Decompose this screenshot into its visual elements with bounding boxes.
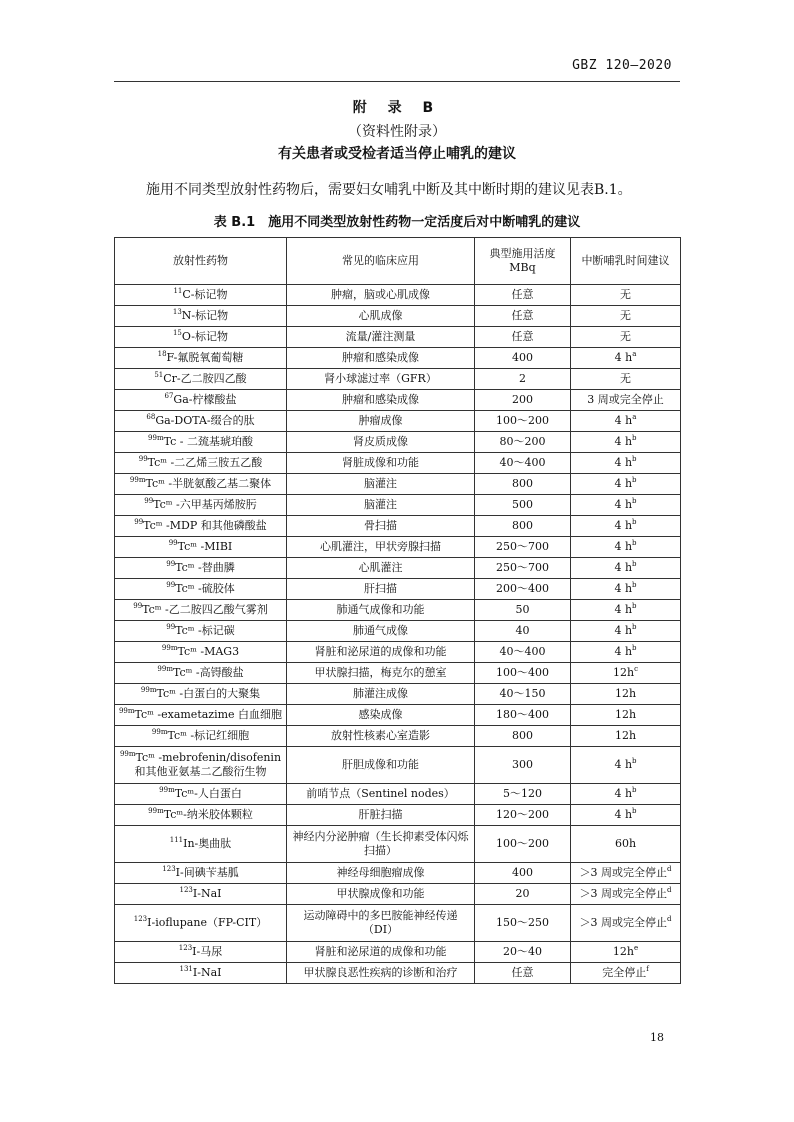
table-row	[115, 663, 681, 684]
suggestion-text: 4 h	[614, 758, 633, 771]
table-row	[115, 826, 681, 863]
cell-drug	[115, 558, 287, 579]
drug-name: Tcᵐ -硫胶体	[175, 582, 235, 595]
suggestion-text: 12h	[612, 666, 635, 679]
isotope-mass-number: 123	[162, 865, 176, 873]
isotope-mass-number: 68	[146, 413, 156, 421]
cell-drug	[115, 826, 287, 863]
cell-suggestion	[571, 390, 681, 411]
column-header-application: 常见的临床应用	[287, 238, 475, 285]
table-row	[115, 327, 681, 348]
isotope-mass-number: 99m	[129, 476, 146, 484]
table-row	[115, 705, 681, 726]
cell-suggestion	[571, 784, 681, 805]
cell-activity: 50	[475, 600, 571, 621]
cell-suggestion	[571, 600, 681, 621]
drug-name: Tcᵐ -mebrofenin/disofenin 和其他亚氨基二乙酸衍生物	[134, 751, 282, 778]
cell-activity: 20	[475, 884, 571, 905]
drug-name: I-ioflupane（FP-CIT）	[147, 916, 268, 929]
cell-application: 肝扫描	[287, 579, 475, 600]
drug-name: Tcᵐ -替曲膦	[175, 561, 235, 574]
drug-name: I-间碘苄基胍	[175, 866, 239, 879]
footnote-marker: b	[632, 623, 637, 631]
suggestion-text: 完全停止	[602, 966, 647, 979]
footnote-marker: b	[632, 786, 637, 794]
drug-name: Tcᵐ -标记红细胞	[167, 729, 250, 742]
cell-drug	[115, 306, 287, 327]
isotope-mass-number: 99	[166, 560, 176, 568]
cell-drug	[115, 705, 287, 726]
cell-activity: 80～200	[475, 432, 571, 453]
cell-suggestion	[571, 327, 681, 348]
cell-activity: 100～400	[475, 663, 571, 684]
cell-drug	[115, 411, 287, 432]
cell-activity: 100～200	[475, 411, 571, 432]
suggestion-text: 4 h	[614, 645, 633, 658]
cell-drug	[115, 942, 287, 963]
table-row	[115, 784, 681, 805]
footnote-marker: a	[632, 350, 637, 358]
drug-name: Tcᵐ -标记碳	[175, 624, 235, 637]
appendix-title: 有关患者或受检者适当停止哺乳的建议	[278, 146, 516, 162]
cell-activity: 40	[475, 621, 571, 642]
cell-drug	[115, 642, 287, 663]
isotope-mass-number: 123	[179, 886, 193, 894]
table-row	[115, 348, 681, 369]
cell-suggestion	[571, 369, 681, 390]
table-row	[115, 390, 681, 411]
drug-name: Tcᵐ -乙二胺四乙酸气雾剂	[142, 603, 268, 616]
suggestion-text: 4 h	[614, 351, 633, 364]
cell-application: 运动障碍中的多巴胺能神经传递（DI）	[287, 905, 475, 942]
isotope-mass-number: 67	[164, 392, 174, 400]
cell-application: 神经内分泌肿瘤（生长抑素受体闪烁扫描）	[287, 826, 475, 863]
cell-suggestion	[571, 495, 681, 516]
cell-activity: 150～250	[475, 905, 571, 942]
table-row	[115, 684, 681, 705]
suggestion-text: ＞3 周或完全停止	[579, 916, 667, 929]
footnote-marker: c	[634, 665, 638, 673]
footnote-marker: b	[632, 518, 637, 526]
cell-application: 肾脏成像和功能	[287, 453, 475, 474]
cell-activity: 120～200	[475, 805, 571, 826]
drug-name: Tcᵐ -MDP 和其他磷酸盐	[143, 519, 267, 532]
cell-activity: 800	[475, 474, 571, 495]
isotope-mass-number: 111	[169, 836, 184, 844]
cell-suggestion	[571, 579, 681, 600]
isotope-mass-number: 99	[138, 455, 148, 463]
footnote-marker: f	[646, 965, 649, 973]
column-header-suggestion: 中断哺乳时间建议	[571, 238, 681, 285]
cell-activity: 800	[475, 726, 571, 747]
table-row	[115, 963, 681, 984]
drug-name: Tcᵐ-人白蛋白	[174, 787, 242, 800]
isotope-mass-number: 99m	[148, 807, 164, 815]
cell-drug	[115, 726, 287, 747]
suggestion-text: 4 h	[614, 603, 633, 616]
cell-drug	[115, 327, 287, 348]
drug-name: Tcᵐ -白蛋白的大聚集	[156, 687, 261, 700]
suggestion-text: 4 h	[614, 435, 633, 448]
cell-application: 肺灌注成像	[287, 684, 475, 705]
cell-drug	[115, 348, 287, 369]
column-header-activity: 典型施用活度 MBq	[475, 238, 571, 285]
isotope-mass-number: 99m	[148, 434, 164, 442]
footnote-marker: b	[632, 644, 637, 652]
cell-activity: 40～150	[475, 684, 571, 705]
cell-suggestion	[571, 285, 681, 306]
cell-application: 肝胆成像和功能	[287, 747, 475, 784]
drug-name: Tcᵐ -半胱氨酸乙基二聚体	[145, 477, 272, 490]
cell-drug	[115, 390, 287, 411]
cell-activity: 250～700	[475, 537, 571, 558]
cell-application: 脑灌注	[287, 495, 475, 516]
cell-drug	[115, 805, 287, 826]
page-number: 18	[650, 1031, 664, 1044]
suggestion-text: ＞3 周或完全停止	[579, 887, 667, 900]
cell-suggestion	[571, 863, 681, 884]
footnote-marker: b	[632, 581, 637, 589]
cell-activity: 400	[475, 348, 571, 369]
cell-drug	[115, 432, 287, 453]
isotope-mass-number: 99	[144, 497, 154, 505]
cell-drug	[115, 474, 287, 495]
column-header-drug: 放射性药物	[115, 238, 287, 285]
table-row	[115, 285, 681, 306]
cell-application: 肿瘤和感染成像	[287, 390, 475, 411]
cell-suggestion	[571, 348, 681, 369]
intro-paragraph: 施用不同类型放射性药物后，需要妇女哺乳中断及其中断时期的建议见表B.1。	[146, 182, 632, 198]
drug-name: O-标记物	[181, 330, 229, 343]
table-row	[115, 905, 681, 942]
cell-activity: 200	[475, 390, 571, 411]
isotope-mass-number: 99	[166, 623, 176, 631]
isotope-mass-number: 13	[172, 308, 182, 316]
cell-application: 心肌灌注，甲状旁腺扫描	[287, 537, 475, 558]
suggestion-text: 12h	[614, 729, 637, 742]
cell-drug	[115, 516, 287, 537]
appendix-note: （资料性附录）	[348, 124, 446, 140]
isotope-mass-number: 99m	[159, 786, 175, 794]
cell-activity: 800	[475, 516, 571, 537]
cell-drug	[115, 905, 287, 942]
isotope-mass-number: 15	[172, 329, 182, 337]
cell-application: 肾小球滤过率（GFR）	[287, 369, 475, 390]
table-row	[115, 474, 681, 495]
isotope-mass-number: 99m	[140, 686, 157, 694]
footnote-marker: b	[632, 434, 637, 442]
footnote-marker: b	[632, 539, 637, 547]
drug-name: Tcᵐ -MIBI	[177, 540, 233, 553]
table-row	[115, 369, 681, 390]
cell-suggestion	[571, 516, 681, 537]
table-row	[115, 805, 681, 826]
cell-drug	[115, 579, 287, 600]
table-row	[115, 516, 681, 537]
cell-application: 肾脏和泌尿道的成像和功能	[287, 642, 475, 663]
cell-application: 肝脏扫描	[287, 805, 475, 826]
cell-suggestion	[571, 805, 681, 826]
cell-drug	[115, 600, 287, 621]
cell-drug	[115, 884, 287, 905]
drug-name: I-马尿	[192, 945, 223, 958]
cell-application: 感染成像	[287, 705, 475, 726]
suggestion-text: 4 h	[614, 477, 633, 490]
cell-application: 神经母细胞瘤成像	[287, 863, 475, 884]
suggestion-text: 无	[620, 288, 631, 301]
cell-drug	[115, 495, 287, 516]
suggestion-text: 无	[620, 372, 631, 385]
drug-name: I-NaI	[192, 887, 222, 900]
suggestion-text: 4 h	[614, 498, 633, 511]
cell-drug	[115, 537, 287, 558]
footnote-marker: a	[632, 413, 637, 421]
cell-activity: 任意	[475, 285, 571, 306]
isotope-mass-number: 131	[179, 965, 193, 973]
drug-name: F-氟脱氧葡萄糖	[166, 351, 244, 364]
cell-application: 心肌成像	[287, 306, 475, 327]
cell-suggestion	[571, 306, 681, 327]
table-row	[115, 621, 681, 642]
cell-suggestion	[571, 663, 681, 684]
cell-application: 前哨节点（Sentinel nodes）	[287, 784, 475, 805]
isotope-mass-number: 99	[168, 539, 178, 547]
suggestion-text: 4 h	[614, 787, 633, 800]
cell-application: 肿瘤和感染成像	[287, 348, 475, 369]
drug-name: Tc - 二巯基琥珀酸	[163, 435, 253, 448]
cell-suggestion	[571, 826, 681, 863]
cell-suggestion	[571, 432, 681, 453]
cell-suggestion	[571, 474, 681, 495]
table-row	[115, 726, 681, 747]
cell-suggestion	[571, 642, 681, 663]
cell-suggestion	[571, 558, 681, 579]
drug-name: Tcᵐ -高锝酸盐	[172, 666, 244, 679]
footnote-marker: b	[632, 455, 637, 463]
cell-activity: 200～400	[475, 579, 571, 600]
table-row	[115, 942, 681, 963]
cell-suggestion	[571, 411, 681, 432]
cell-suggestion	[571, 705, 681, 726]
suggestion-text: 60h	[614, 837, 637, 850]
cell-application: 甲状腺扫描，梅克尔的憩室	[287, 663, 475, 684]
drug-name: C-标记物	[182, 288, 228, 301]
isotope-mass-number: 99m	[118, 707, 135, 715]
cell-activity: 20～40	[475, 942, 571, 963]
suggestion-text: 3 周或完全停止	[587, 393, 664, 406]
cell-application: 流量/灌注测量	[287, 327, 475, 348]
cell-suggestion	[571, 453, 681, 474]
cell-activity: 180～400	[475, 705, 571, 726]
recommendation-table	[114, 237, 681, 984]
cell-drug	[115, 453, 287, 474]
footnote-marker: b	[632, 757, 637, 765]
table-body	[115, 285, 681, 984]
cell-activity: 250～700	[475, 558, 571, 579]
cell-drug	[115, 285, 287, 306]
cell-suggestion	[571, 905, 681, 942]
cell-activity: 40～400	[475, 453, 571, 474]
suggestion-text: 无	[620, 309, 631, 322]
table-row	[115, 495, 681, 516]
suggestion-text: 4 h	[614, 540, 633, 553]
table-row	[115, 537, 681, 558]
cell-suggestion	[571, 942, 681, 963]
cell-drug	[115, 621, 287, 642]
cell-application: 甲状腺良恶性疾病的诊断和治疗	[287, 963, 475, 984]
suggestion-text: 4 h	[614, 624, 633, 637]
table-row	[115, 411, 681, 432]
cell-activity: 任意	[475, 327, 571, 348]
table-row	[115, 747, 681, 784]
suggestion-text: 4 h	[614, 582, 633, 595]
suggestion-text: 12h	[614, 687, 637, 700]
footnote-marker: e	[633, 944, 639, 952]
suggestion-text: 4 h	[614, 808, 633, 821]
suggestion-text: 4 h	[614, 519, 633, 532]
drug-name: Tcᵐ -二乙烯三胺五乙酸	[147, 456, 263, 469]
cell-suggestion	[571, 537, 681, 558]
drug-name: N-标记物	[181, 309, 229, 322]
cell-drug	[115, 863, 287, 884]
cell-application: 放射性核素心室造影	[287, 726, 475, 747]
cell-application: 肿瘤，脑或心肌成像	[287, 285, 475, 306]
cell-drug	[115, 747, 287, 784]
cell-activity: 40～400	[475, 642, 571, 663]
suggestion-text: 12h	[612, 945, 634, 958]
isotope-mass-number: 11	[173, 287, 183, 295]
suggestion-text: 4 h	[614, 414, 633, 427]
drug-name: Tcᵐ -六甲基丙烯胺肟	[153, 498, 257, 511]
isotope-mass-number: 99m	[161, 644, 178, 652]
table-row	[115, 863, 681, 884]
cell-activity: 2	[475, 369, 571, 390]
cell-suggestion	[571, 747, 681, 784]
isotope-mass-number: 99m	[157, 665, 173, 673]
cell-application: 心肌灌注	[287, 558, 475, 579]
cell-activity: 400	[475, 863, 571, 884]
cell-activity: 5～120	[475, 784, 571, 805]
isotope-mass-number: 18	[157, 350, 167, 358]
isotope-mass-number: 99m	[151, 728, 168, 736]
isotope-mass-number: 99m	[119, 750, 136, 758]
cell-suggestion	[571, 684, 681, 705]
footnote-marker: b	[632, 602, 637, 610]
table-row	[115, 558, 681, 579]
footnote-marker: b	[632, 497, 637, 505]
isotope-mass-number: 51	[154, 371, 164, 379]
isotope-mass-number: 99	[133, 602, 143, 610]
isotope-mass-number: 123	[178, 944, 193, 952]
suggestion-text: 12h	[614, 708, 637, 721]
table-row	[115, 579, 681, 600]
cell-application: 肾脏和泌尿道的成像和功能	[287, 942, 475, 963]
drug-name: In-奥曲肽	[183, 837, 232, 850]
suggestion-text: ＞3 周或完全停止	[579, 866, 667, 879]
footnote-marker: b	[632, 476, 637, 484]
drug-name: I-NaI	[192, 966, 222, 979]
cell-drug	[115, 369, 287, 390]
cell-activity: 500	[475, 495, 571, 516]
cell-application: 肺通气成像	[287, 621, 475, 642]
drug-name: Tcᵐ-纳米胶体颗粒	[163, 808, 253, 821]
appendix-label: 附 录 B	[352, 100, 442, 116]
footnote-marker: d	[667, 865, 672, 873]
table-row	[115, 306, 681, 327]
cell-activity: 任意	[475, 306, 571, 327]
footnote-marker: d	[667, 915, 672, 923]
isotope-mass-number: 123	[133, 915, 148, 923]
cell-suggestion	[571, 884, 681, 905]
drug-name: Ga-DOTA-缀合的肽	[155, 414, 255, 427]
isotope-mass-number: 99	[166, 581, 176, 589]
table-caption: 表 B.1 施用不同类型放射性药物一定活度后对中断哺乳的建议	[213, 215, 581, 230]
cell-drug	[115, 963, 287, 984]
footnote-marker: d	[667, 886, 672, 894]
cell-suggestion	[571, 621, 681, 642]
suggestion-text: 4 h	[614, 456, 633, 469]
cell-activity: 300	[475, 747, 571, 784]
drug-name: Ga-柠檬酸盐	[173, 393, 237, 406]
cell-activity: 100～200	[475, 826, 571, 863]
cell-application: 脑灌注	[287, 474, 475, 495]
cell-suggestion	[571, 963, 681, 984]
cell-drug	[115, 684, 287, 705]
cell-activity: 任意	[475, 963, 571, 984]
table-row	[115, 453, 681, 474]
table-row	[115, 884, 681, 905]
cell-drug	[115, 663, 287, 684]
table-header-row	[115, 238, 681, 285]
cell-application: 甲状腺成像和功能	[287, 884, 475, 905]
document-code: GBZ 120—2020	[572, 58, 672, 73]
cell-application: 骨扫描	[287, 516, 475, 537]
drug-name: Cr-乙二胺四乙酸	[163, 372, 247, 385]
drug-name: Tcᵐ -exametazime 白血细胞	[134, 708, 283, 721]
suggestion-text: 4 h	[614, 561, 633, 574]
suggestion-text: 无	[620, 330, 631, 343]
table-row	[115, 432, 681, 453]
footnote-marker: b	[632, 807, 637, 815]
cell-drug	[115, 784, 287, 805]
header-rule	[114, 81, 680, 82]
cell-application: 肺通气成像和功能	[287, 600, 475, 621]
table-row	[115, 600, 681, 621]
drug-name: Tcᵐ -MAG3	[177, 645, 240, 658]
cell-application: 肿瘤成像	[287, 411, 475, 432]
table-row	[115, 642, 681, 663]
isotope-mass-number: 99	[134, 518, 144, 526]
cell-application: 肾皮质成像	[287, 432, 475, 453]
cell-suggestion	[571, 726, 681, 747]
footnote-marker: b	[632, 560, 637, 568]
